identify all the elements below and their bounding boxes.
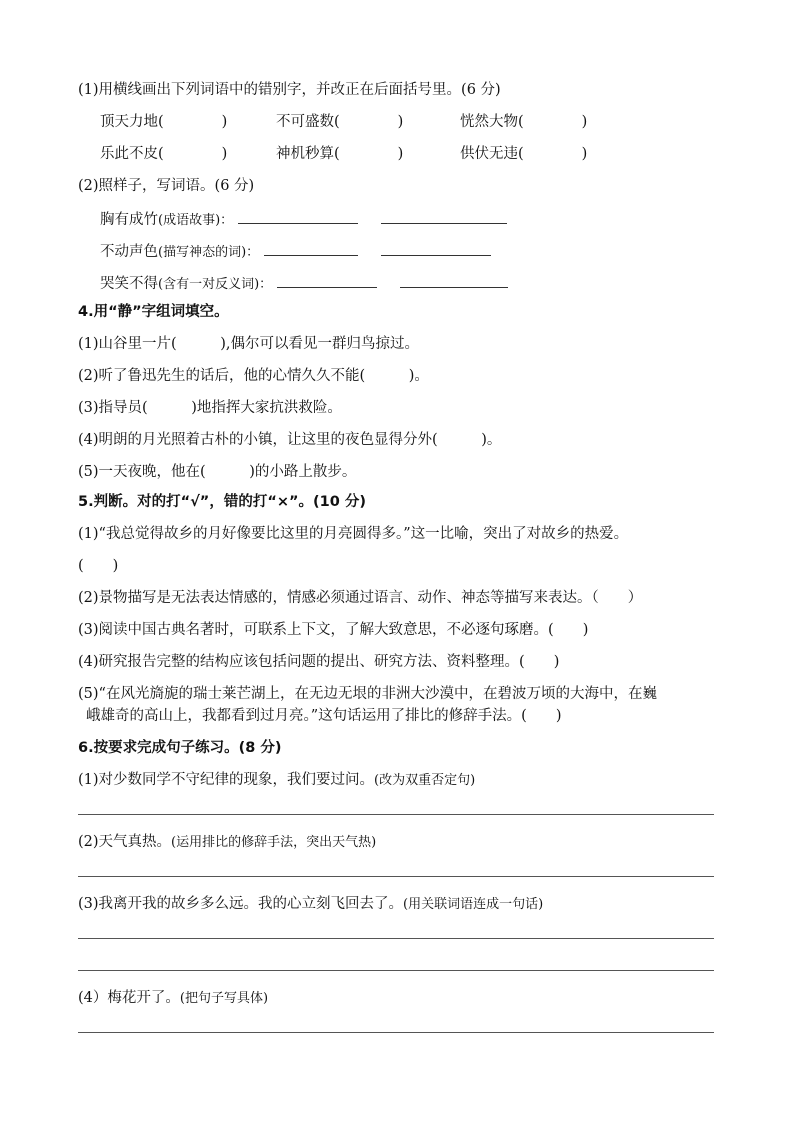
answer-blank[interactable] bbox=[264, 240, 358, 256]
q6-item-note: (用关联词语连成一句话) bbox=[403, 897, 544, 912]
q6-item-note: (把句子写具体) bbox=[179, 991, 269, 1006]
example-hint: (含有一对反义词)： bbox=[158, 277, 273, 292]
q6-item bbox=[78, 894, 543, 915]
q3-correction-item[interactable]: 乐此不皮( ) bbox=[100, 146, 228, 162]
example-word: 不动声色 bbox=[100, 244, 158, 260]
q3-correction-item[interactable]: 供伏无违( ) bbox=[460, 146, 588, 162]
q4-title: 4.用“静”字组词填空。 bbox=[78, 304, 229, 320]
q3-part1-title: (1)用横线画出下列词语中的错别字，并改正在后面括号里。(6 分) bbox=[78, 82, 501, 98]
q3-correction-item[interactable]: 顶天力地( ) bbox=[100, 114, 228, 130]
q3-correction-item[interactable]: 恍然大物( ) bbox=[460, 114, 588, 130]
q3-part2-title: (2)照样子，写词语。(6 分) bbox=[78, 178, 255, 194]
q6-title: 6.按要求完成句子练习。(8 分) bbox=[78, 740, 282, 756]
example-hint: (描写神态的词)： bbox=[158, 245, 260, 260]
answer-blank[interactable] bbox=[238, 208, 358, 224]
q6-item bbox=[78, 988, 268, 1009]
q6-item bbox=[78, 770, 475, 791]
q3-correction-item[interactable]: 不可盛数( ) bbox=[276, 114, 404, 130]
q6-item bbox=[78, 832, 376, 853]
answer-line[interactable] bbox=[78, 876, 714, 877]
example-word: 哭笑不得 bbox=[100, 276, 158, 292]
q3-example-row bbox=[100, 208, 507, 231]
answer-blank[interactable] bbox=[381, 240, 491, 256]
q5-item-continued[interactable]: 峨雄奇的高山上，我都看到过月亮。”这句话运用了排比的修辞手法。( ) bbox=[86, 708, 562, 724]
q6-item-text: (4）梅花开了。 bbox=[78, 990, 180, 1006]
q5-item[interactable]: (2)景物描写是无法表达情感的，情感必须通过语言、动作、神态等描写来表达。（ ） bbox=[78, 590, 643, 606]
q6-item-text: (2)天气真热。 bbox=[78, 834, 172, 850]
q6-item-text: (3)我离开我的故乡多么远。我的心立刻飞回去了。 bbox=[78, 896, 404, 912]
q6-item-text: (1)对少数同学不守纪律的现象，我们要过问。 bbox=[78, 772, 375, 788]
q5-answer-bracket[interactable]: ( ) bbox=[78, 558, 119, 574]
answer-line[interactable] bbox=[78, 1032, 714, 1033]
q6-item-note: (运用排比的修辞手法，突出天气热) bbox=[171, 835, 377, 850]
q5-item[interactable]: (3)阅读中国古典名著时，可联系上下文，了解大致意思，不必逐句琢磨。( ) bbox=[78, 622, 589, 638]
answer-line[interactable] bbox=[78, 970, 714, 971]
answer-blank[interactable] bbox=[400, 272, 508, 288]
q5-item[interactable]: (4)研究报告完整的结构应该包括问题的提出、研究方法、资料整理。( ) bbox=[78, 654, 560, 670]
q4-item[interactable]: (5)一天夜晚，他在( )的小路上散步。 bbox=[78, 464, 357, 480]
answer-blank[interactable] bbox=[277, 272, 377, 288]
q5-item: (5)“在风光旖旎的瑞士莱芒湖上，在无边无垠的非洲大沙漠中，在碧波万顷的大海中，在巍 bbox=[78, 686, 657, 702]
q4-item[interactable]: (2)听了鲁迅先生的话后，他的心情久久不能( )。 bbox=[78, 368, 429, 384]
q4-item[interactable]: (4)明朗的月光照着古朴的小镇，让这里的夜色显得分外( )。 bbox=[78, 432, 502, 448]
q5-item: (1)“我总觉得故乡的月好像要比这里的月亮圆得多。”这一比喻，突出了对故乡的热爱。 bbox=[78, 526, 629, 542]
answer-blank[interactable] bbox=[381, 208, 507, 224]
example-hint: (成语故事)： bbox=[158, 213, 234, 228]
q3-example-row bbox=[100, 272, 508, 295]
q4-item[interactable]: (1)山谷里一片( ),偶尔可以看见一群归鸟掠过。 bbox=[78, 336, 419, 352]
q3-correction-item[interactable]: 神机秒算( ) bbox=[276, 146, 404, 162]
q3-example-row bbox=[100, 240, 491, 263]
q4-item[interactable]: (3)指导员( )地指挥大家抗洪救险。 bbox=[78, 400, 342, 416]
answer-line[interactable] bbox=[78, 938, 714, 939]
q5-title: 5.判断。对的打“√”，错的打“×”。(10 分) bbox=[78, 494, 367, 510]
example-word: 胸有成竹 bbox=[100, 212, 158, 228]
q6-item-note: (改为双重否定句) bbox=[374, 773, 476, 788]
answer-line[interactable] bbox=[78, 814, 714, 815]
